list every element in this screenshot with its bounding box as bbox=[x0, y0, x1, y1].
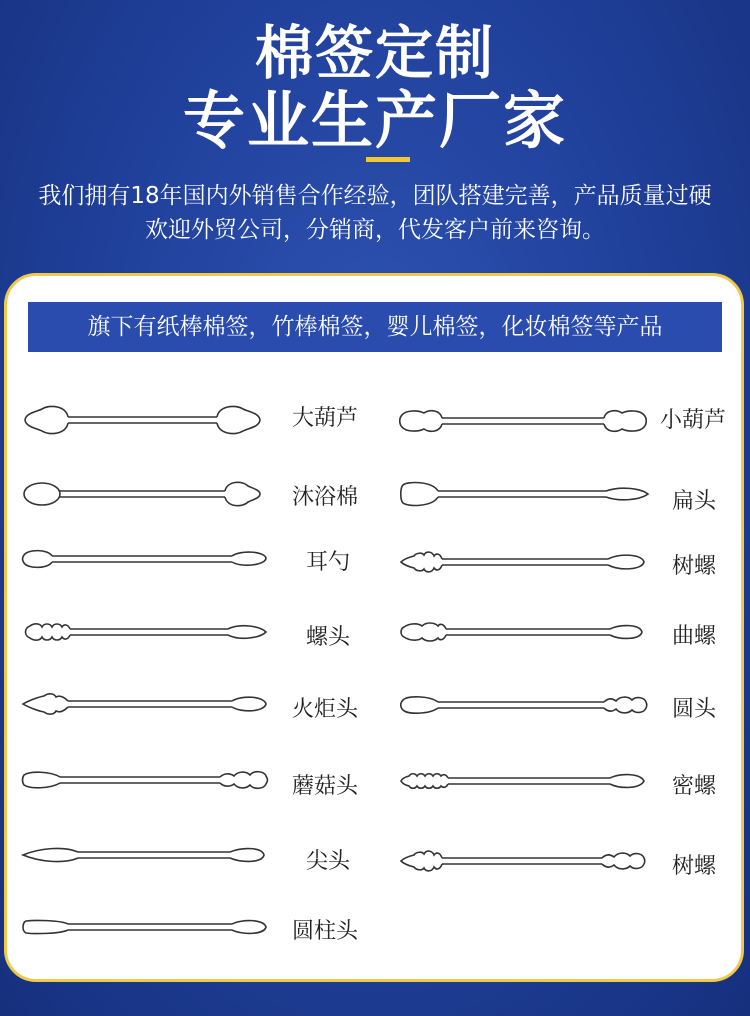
label-cylinder-head: 圆柱头 bbox=[292, 919, 359, 944]
flat-head-swab-icon bbox=[398, 477, 650, 511]
label-ear-spoon: 耳勺 bbox=[306, 550, 351, 575]
label-mushroom-head: 蘑菇头 bbox=[292, 774, 359, 799]
label-round-head: 圆头 bbox=[672, 697, 717, 722]
product-banner: 旗下有纸棒棉签，竹棒棉签，婴儿棉签，化妆棉签等产品 bbox=[28, 302, 722, 352]
label-curved-spiral: 曲螺 bbox=[672, 624, 717, 649]
dense-spiral-swab-icon bbox=[398, 766, 650, 796]
description-line1: 我们拥有18年国内外销售合作经验，团队搭建完善，产品质量过硬 bbox=[38, 183, 712, 209]
label-dense-spiral: 密螺 bbox=[672, 774, 717, 799]
ear-spoon-swab-icon bbox=[20, 545, 270, 573]
label-flat-head: 扁头 bbox=[672, 489, 717, 514]
label-torch-head: 火炬头 bbox=[292, 697, 359, 722]
label-bath: 沐浴棉 bbox=[292, 485, 359, 510]
bath-swab-icon bbox=[20, 476, 270, 512]
curved-spiral-swab-icon bbox=[398, 617, 650, 647]
cylinder-head-swab-icon bbox=[20, 912, 270, 942]
mushroom-head-swab-icon bbox=[20, 765, 270, 795]
label-tree-spiral: 树螺 bbox=[672, 554, 717, 579]
small-gourd-swab-icon bbox=[398, 404, 650, 438]
label-small-gourd: 小葫芦 bbox=[660, 408, 727, 433]
page-title-line2: 专业生产厂家 bbox=[182, 84, 567, 157]
title-divider bbox=[366, 157, 410, 162]
page-title-line1: 棉签定制 bbox=[254, 19, 495, 87]
label-pointed-head: 尖头 bbox=[306, 849, 351, 874]
label-gourd: 大葫芦 bbox=[292, 406, 359, 431]
tree-spiral-swab-icon bbox=[398, 846, 650, 876]
label-spiral-head: 螺头 bbox=[306, 625, 351, 650]
tree-spiral-swab-icon bbox=[398, 547, 650, 577]
pointed-head-swab-icon bbox=[20, 840, 270, 870]
gourd-swab-icon bbox=[20, 400, 270, 440]
torch-head-swab-icon bbox=[20, 689, 270, 719]
round-head-swab-icon bbox=[398, 690, 650, 720]
description-line2: 欢迎外贸公司，分销商，代发客户前来咨询。 bbox=[145, 217, 605, 243]
label-tree-spiral-2: 树螺 bbox=[672, 854, 717, 879]
spiral-head-swab-icon bbox=[20, 618, 270, 646]
